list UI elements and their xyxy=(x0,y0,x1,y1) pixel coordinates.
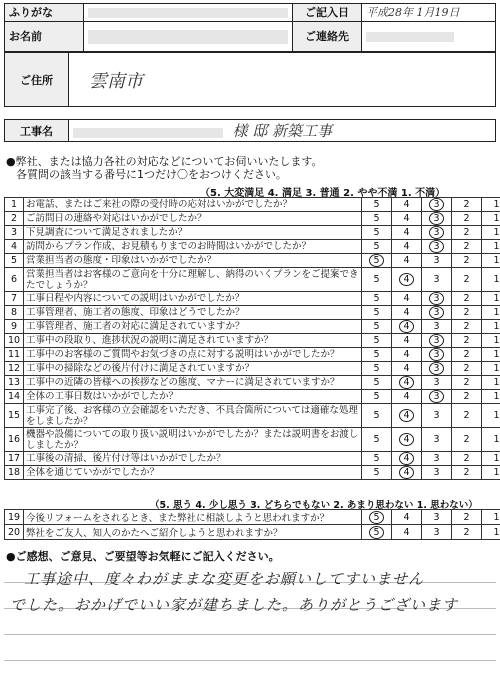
rating-option-4[interactable] xyxy=(392,334,422,348)
rating-value: 2 xyxy=(463,321,470,332)
rating-value: 5 xyxy=(373,227,380,238)
rating-option-4[interactable] xyxy=(392,510,422,525)
selected-rating-circle: 4 xyxy=(399,409,414,422)
question-row xyxy=(5,212,500,226)
selected-rating-circle: 4 xyxy=(399,433,414,446)
question-row xyxy=(5,268,500,292)
rating-option-2[interactable] xyxy=(452,510,482,525)
question-text: 全体を通じていかがでしたか？ xyxy=(24,466,362,480)
rating-option-4[interactable] xyxy=(392,466,422,480)
rating-value: 2 xyxy=(463,526,470,538)
rating-option-2[interactable] xyxy=(452,254,482,268)
rating-value: 4 xyxy=(403,335,410,346)
comments-title: ●ご感想、ご意見、ご要望等お気軽にご記入ください。 xyxy=(6,550,280,563)
rating-value: 2 xyxy=(463,349,470,360)
rating-value: 1 xyxy=(493,321,500,332)
redacted-block xyxy=(88,30,288,44)
rating-value: 2 xyxy=(463,467,470,478)
question-row xyxy=(5,334,500,348)
question-text: 工事中の掃除などの後片付けに満足されていますか？ xyxy=(24,362,362,376)
rating-option-5[interactable] xyxy=(362,226,392,240)
question-number: 10 xyxy=(5,334,24,348)
rating-value: 2 xyxy=(463,410,470,421)
question-row xyxy=(5,452,500,466)
question-text: 営業担当者の態度・印象はいかがでしたか？ xyxy=(24,254,362,268)
rating-value: 5 xyxy=(373,213,380,224)
question-text: 下見調査について満足されましたか？ xyxy=(24,226,362,240)
rating-value: 2 xyxy=(463,453,470,464)
question-number: 14 xyxy=(5,390,24,404)
rating-option-4[interactable] xyxy=(392,198,422,212)
rating-value: 3 xyxy=(433,377,440,388)
rating-option-3[interactable] xyxy=(422,428,452,452)
rating-option-2[interactable] xyxy=(452,240,482,254)
question-text: 工事完了後、お客様の立会確認をいただき、不具合箇所については適確な処理をしましたか？ xyxy=(24,404,362,428)
rating-option-4[interactable] xyxy=(392,525,422,540)
rating-option-3[interactable] xyxy=(422,254,452,268)
question-row xyxy=(5,404,500,428)
selected-rating-circle: 3 xyxy=(429,292,444,305)
question-text: 工事後の清掃、後片付け等はいかがでしたか？ xyxy=(24,452,362,466)
question-table-2 xyxy=(4,509,500,540)
rating-value: 4 xyxy=(403,363,410,374)
rating-value: 4 xyxy=(403,307,410,318)
rating-option-1[interactable] xyxy=(482,226,500,240)
rating-value: 5 xyxy=(373,453,380,464)
rating-value: 5 xyxy=(373,349,380,360)
rating-value: 1 xyxy=(493,199,500,210)
contact-label: ご連絡先 xyxy=(293,22,362,52)
rating-value: 4 xyxy=(403,391,410,402)
selected-rating-circle: 4 xyxy=(399,273,414,286)
rating-option-3[interactable] xyxy=(422,320,452,334)
selected-rating-circle: 5 xyxy=(369,511,384,524)
rating-value: 2 xyxy=(463,391,470,402)
rating-value: 2 xyxy=(463,335,470,346)
rating-value: 3 xyxy=(433,511,440,523)
rating-value: 1 xyxy=(493,434,500,445)
rating-value: 2 xyxy=(463,227,470,238)
rating-value: 5 xyxy=(373,321,380,332)
question-text: 弊社をご友人、知人のかたへご紹介しようと思われますか？ xyxy=(24,525,362,540)
rating-option-3[interactable] xyxy=(422,466,452,480)
question-number: 17 xyxy=(5,452,24,466)
rating-value: 4 xyxy=(403,293,410,304)
rating-value: 4 xyxy=(403,255,410,266)
rating-value: 2 xyxy=(463,293,470,304)
question-text: ご訪問日の連絡や対応はいかがでしたか？ xyxy=(24,212,362,226)
redacted-block xyxy=(366,32,454,42)
rating-value: 1 xyxy=(493,241,500,252)
rating-option-1[interactable] xyxy=(482,376,500,390)
rating-option-4[interactable] xyxy=(392,226,422,240)
rating-option-4[interactable] xyxy=(392,452,422,466)
question-row xyxy=(5,390,500,404)
selected-rating-circle: 3 xyxy=(429,362,444,375)
question-text: 機器や設備についての取り扱い説明はいかがでしたか？または説明書をお渡ししましたか？ xyxy=(24,428,362,452)
rating-option-1[interactable] xyxy=(482,198,500,212)
question-table-1 xyxy=(4,197,500,480)
question-number: 19 xyxy=(5,510,24,525)
rating-value: 4 xyxy=(403,213,410,224)
rating-option-2[interactable] xyxy=(452,390,482,404)
rating-option-2[interactable] xyxy=(452,334,482,348)
rating-option-5[interactable] xyxy=(362,254,392,268)
rating-option-2[interactable] xyxy=(452,292,482,306)
rating-value: 2 xyxy=(463,213,470,224)
project-value: 様 邸 新築工事 xyxy=(232,122,333,140)
question-text: 工事中の段取り、進捗状況の説明に満足されていますか？ xyxy=(24,334,362,348)
rating-value: 5 xyxy=(373,377,380,388)
rating-value: 4 xyxy=(403,199,410,210)
rating-option-1[interactable] xyxy=(482,390,500,404)
rating-value: 3 xyxy=(433,453,440,464)
rating-value: 2 xyxy=(463,363,470,374)
survey-intro xyxy=(6,155,496,181)
rating-option-2[interactable] xyxy=(452,428,482,452)
question-row xyxy=(5,362,500,376)
rating-option-4[interactable] xyxy=(392,240,422,254)
header-table xyxy=(4,3,496,52)
rating-value: 3 xyxy=(433,467,440,478)
rating-option-2[interactable] xyxy=(452,320,482,334)
rating-option-1[interactable] xyxy=(482,510,500,525)
question-row xyxy=(5,254,500,268)
rating-value: 4 xyxy=(403,227,410,238)
rating-option-1[interactable] xyxy=(482,452,500,466)
rating-option-3[interactable] xyxy=(422,390,452,404)
rating-option-5[interactable] xyxy=(362,240,392,254)
question-row xyxy=(5,348,500,362)
rating-option-5[interactable] xyxy=(362,212,392,226)
rating-option-2[interactable] xyxy=(452,466,482,480)
rating-option-5[interactable] xyxy=(362,452,392,466)
rating-option-5[interactable] xyxy=(362,334,392,348)
question-number: 12 xyxy=(5,362,24,376)
selected-rating-circle: 3 xyxy=(429,348,444,361)
rating-value: 1 xyxy=(493,511,500,523)
rating-value: 3 xyxy=(433,321,440,332)
rating-option-2[interactable] xyxy=(452,362,482,376)
rating-option-1[interactable] xyxy=(482,306,500,320)
selected-rating-circle: 3 xyxy=(429,334,444,347)
rating-value: 5 xyxy=(373,363,380,374)
question-text: 工事日程や内容についての説明はいかがでしたか？ xyxy=(24,292,362,306)
rating-option-3[interactable] xyxy=(422,292,452,306)
rating-value: 1 xyxy=(493,293,500,304)
selected-rating-circle: 3 xyxy=(429,240,444,253)
ruled-line xyxy=(4,660,496,661)
question-text: 工事中のお客様のご質問やお気づきの点に対する説明はいかがでしたか？ xyxy=(24,348,362,362)
rating-option-2[interactable] xyxy=(452,348,482,362)
rating-option-1[interactable] xyxy=(482,320,500,334)
rating-option-1[interactable] xyxy=(482,292,500,306)
rating-value: 1 xyxy=(493,410,500,421)
rating-value: 1 xyxy=(493,467,500,478)
rating-value: 1 xyxy=(493,335,500,346)
project-label: 工事名 xyxy=(5,120,69,142)
rating-option-2[interactable] xyxy=(452,306,482,320)
rating-option-5[interactable] xyxy=(362,428,392,452)
rating-option-1[interactable] xyxy=(482,348,500,362)
rating-value: 1 xyxy=(493,391,500,402)
question-row xyxy=(5,428,500,452)
comments-box xyxy=(4,564,496,672)
rating-option-3[interactable] xyxy=(422,212,452,226)
selected-rating-circle: 5 xyxy=(369,526,384,539)
selected-rating-circle: 5 xyxy=(369,254,384,267)
rating-value: 2 xyxy=(463,307,470,318)
rating-value: 5 xyxy=(373,199,380,210)
comment-line-1: 工事途中、度々わがままな変更をお願いしてすいません xyxy=(24,570,425,588)
rating-option-5[interactable] xyxy=(362,390,392,404)
rating-value: 5 xyxy=(373,335,380,346)
name-label: お名前 xyxy=(5,22,84,52)
redacted-block xyxy=(73,128,223,138)
rating-option-5[interactable] xyxy=(362,306,392,320)
rating-value: 1 xyxy=(493,255,500,266)
address-value: 雲南市 xyxy=(69,53,496,107)
rating-option-3[interactable] xyxy=(422,376,452,390)
question-number: 13 xyxy=(5,376,24,390)
rating-option-2[interactable] xyxy=(452,376,482,390)
rating-value: 1 xyxy=(493,526,500,538)
rating-value: 3 xyxy=(433,255,440,266)
question-row xyxy=(5,240,500,254)
rating-option-4[interactable] xyxy=(392,268,422,292)
rating-value: 5 xyxy=(373,434,380,445)
question-text: 訪問からプラン作成、お見積もりまでのお時間はいかがでしたか？ xyxy=(24,240,362,254)
selected-rating-circle: 4 xyxy=(399,320,414,333)
selected-rating-circle: 3 xyxy=(429,212,444,225)
rating-option-5[interactable] xyxy=(362,348,392,362)
question-row xyxy=(5,525,500,540)
question-text: 工事中の近隣の皆様への挨拶などの態度、マナーに満足されていますか？ xyxy=(24,376,362,390)
question-number: 20 xyxy=(5,525,24,540)
question-text: 今後リフォームをされるとき、また弊社に相談しようと思われますか？ xyxy=(24,510,362,525)
rating-value: 1 xyxy=(493,453,500,464)
rating-value: 5 xyxy=(373,241,380,252)
question-text: 工事管理者、施工者の態度、印象はどうでしたか？ xyxy=(24,306,362,320)
rating-value: 5 xyxy=(373,467,380,478)
rating-option-3[interactable] xyxy=(422,268,452,292)
question-number: 2 xyxy=(5,212,24,226)
address-label: ご住所 xyxy=(5,53,69,107)
question-row xyxy=(5,226,500,240)
rating-option-5[interactable] xyxy=(362,292,392,306)
rating-option-3[interactable] xyxy=(422,306,452,320)
question-number: 5 xyxy=(5,254,24,268)
rating-value: 1 xyxy=(493,227,500,238)
rating-option-5[interactable] xyxy=(362,404,392,428)
rating-option-1[interactable] xyxy=(482,466,500,480)
question-row xyxy=(5,320,500,334)
rating-value: 4 xyxy=(403,511,410,523)
rating-option-3[interactable] xyxy=(422,334,452,348)
selected-rating-circle: 4 xyxy=(399,466,414,479)
date-label: ご記入日 xyxy=(293,4,362,22)
address-table xyxy=(4,52,496,107)
rating-value: 2 xyxy=(463,377,470,388)
question-row xyxy=(5,510,500,525)
rating-value: 2 xyxy=(463,199,470,210)
rating-option-5[interactable] xyxy=(362,525,392,540)
rating-value: 5 xyxy=(373,410,380,421)
question-number: 7 xyxy=(5,292,24,306)
rating-option-2[interactable] xyxy=(452,452,482,466)
rating-value: 4 xyxy=(403,526,410,538)
question-number: 3 xyxy=(5,226,24,240)
rating-option-2[interactable] xyxy=(452,226,482,240)
question-text: 営業担当者はお客様のご意向を十分に理解し、納得のいくプランをご提案できたでしょうか？ xyxy=(24,268,362,292)
rating-value: 5 xyxy=(373,307,380,318)
rating-value: 3 xyxy=(433,274,440,285)
question-text: 全体の工事日数はいかがでしたか？ xyxy=(24,390,362,404)
ruled-line xyxy=(4,634,496,635)
selected-rating-circle: 4 xyxy=(399,452,414,465)
rating-option-1[interactable] xyxy=(482,362,500,376)
question-number: 18 xyxy=(5,466,24,480)
selected-rating-circle: 4 xyxy=(399,376,414,389)
rating-option-5[interactable] xyxy=(362,376,392,390)
rating-option-3[interactable] xyxy=(422,240,452,254)
question-row xyxy=(5,466,500,480)
comment-line-2: でした。おかげでいい家が建ちました。ありがとうございます xyxy=(10,596,459,614)
rating-value: 3 xyxy=(433,526,440,538)
rating-value: 2 xyxy=(463,241,470,252)
rating-option-1[interactable] xyxy=(482,240,500,254)
rating-option-4[interactable] xyxy=(392,254,422,268)
question-row xyxy=(5,198,500,212)
intro-line-2: 各質問の該当する番号に1つだけ〇をおつけください。 xyxy=(16,168,287,181)
redacted-block xyxy=(88,8,288,18)
question-number: 11 xyxy=(5,348,24,362)
rating-value: 1 xyxy=(493,307,500,318)
question-number: 4 xyxy=(5,240,24,254)
rating-option-2[interactable] xyxy=(452,212,482,226)
rating-option-4[interactable] xyxy=(392,348,422,362)
question-number: 1 xyxy=(5,198,24,212)
rating-option-5[interactable] xyxy=(362,510,392,525)
rating-option-4[interactable] xyxy=(392,212,422,226)
rating-value: 5 xyxy=(373,274,380,285)
rating-option-1[interactable] xyxy=(482,404,500,428)
rating-value: 3 xyxy=(433,434,440,445)
rating-option-3[interactable] xyxy=(422,226,452,240)
question-text: お電話、またはご来社の際の受付時の応対はいかがでしたか？ xyxy=(24,198,362,212)
rating-option-4[interactable] xyxy=(392,306,422,320)
rating-option-3[interactable] xyxy=(422,198,452,212)
rating-option-1[interactable] xyxy=(482,428,500,452)
rating-value: 1 xyxy=(493,274,500,285)
rating-option-3[interactable] xyxy=(422,404,452,428)
project-table xyxy=(4,119,496,142)
question-number: 15 xyxy=(5,404,24,428)
rating-value: 1 xyxy=(493,377,500,388)
selected-rating-circle: 3 xyxy=(429,306,444,319)
furigana-field xyxy=(84,4,293,22)
question-text: 工事管理者、施工者の対応に満足されていますか？ xyxy=(24,320,362,334)
rating-option-4[interactable] xyxy=(392,292,422,306)
rating-option-4[interactable] xyxy=(392,428,422,452)
selected-rating-circle: 3 xyxy=(429,198,444,211)
question-number: 6 xyxy=(5,268,24,292)
rating-option-4[interactable] xyxy=(392,404,422,428)
rating-option-4[interactable] xyxy=(392,362,422,376)
rating-option-2[interactable] xyxy=(452,404,482,428)
rating-option-1[interactable] xyxy=(482,525,500,540)
date-value: 平成28年 1月19日 xyxy=(362,4,496,22)
rating-value: 5 xyxy=(373,293,380,304)
question-row xyxy=(5,292,500,306)
question-row xyxy=(5,376,500,390)
rating-option-2[interactable] xyxy=(452,198,482,212)
rating-option-3[interactable] xyxy=(422,362,452,376)
selected-rating-circle: 3 xyxy=(429,390,444,403)
rating-value: 4 xyxy=(403,241,410,252)
rating-value: 2 xyxy=(463,434,470,445)
rating-option-1[interactable] xyxy=(482,254,500,268)
rating-option-4[interactable] xyxy=(392,320,422,334)
rating-option-4[interactable] xyxy=(392,390,422,404)
intro-line-1: ●弊社、または協力各社の対応などについてお伺いいたします。 xyxy=(6,155,323,168)
question-number: 9 xyxy=(5,320,24,334)
rating-value: 2 xyxy=(463,274,470,285)
selected-rating-circle: 3 xyxy=(429,226,444,239)
contact-field xyxy=(362,22,496,52)
rating-option-3[interactable] xyxy=(422,525,452,540)
question-number: 8 xyxy=(5,306,24,320)
rating-option-4[interactable] xyxy=(392,376,422,390)
name-field xyxy=(84,22,293,52)
rating-option-5[interactable] xyxy=(362,362,392,376)
rating-option-5[interactable] xyxy=(362,198,392,212)
rating-option-1[interactable] xyxy=(482,212,500,226)
rating-value: 5 xyxy=(373,391,380,402)
question-row xyxy=(5,306,500,320)
rating-option-5[interactable] xyxy=(362,466,392,480)
rating-option-1[interactable] xyxy=(482,268,500,292)
rating-value: 1 xyxy=(493,213,500,224)
project-field xyxy=(69,120,496,142)
rating-option-3[interactable] xyxy=(422,348,452,362)
rating-option-2[interactable] xyxy=(452,268,482,292)
rating-value: 4 xyxy=(403,349,410,360)
scale-legend-1: （5. 大変満足 4. 満足 3. 普通 2. やや不満 1. 不満） xyxy=(200,188,446,199)
rating-value: 3 xyxy=(433,410,440,421)
scale-legend-2: （5. 思う 4. 少し思う 3. どちらでもない 2. あまり思わない 1. 思わない） xyxy=(150,500,478,511)
rating-value: 2 xyxy=(463,511,470,523)
furigana-label: ふりがな xyxy=(5,4,84,22)
rating-value: 1 xyxy=(493,349,500,360)
question-number: 16 xyxy=(5,428,24,452)
rating-value: 2 xyxy=(463,255,470,266)
rating-option-5[interactable] xyxy=(362,268,392,292)
rating-option-2[interactable] xyxy=(452,525,482,540)
rating-option-1[interactable] xyxy=(482,334,500,348)
rating-value: 1 xyxy=(493,363,500,374)
rating-option-3[interactable] xyxy=(422,510,452,525)
rating-option-3[interactable] xyxy=(422,452,452,466)
rating-option-5[interactable] xyxy=(362,320,392,334)
